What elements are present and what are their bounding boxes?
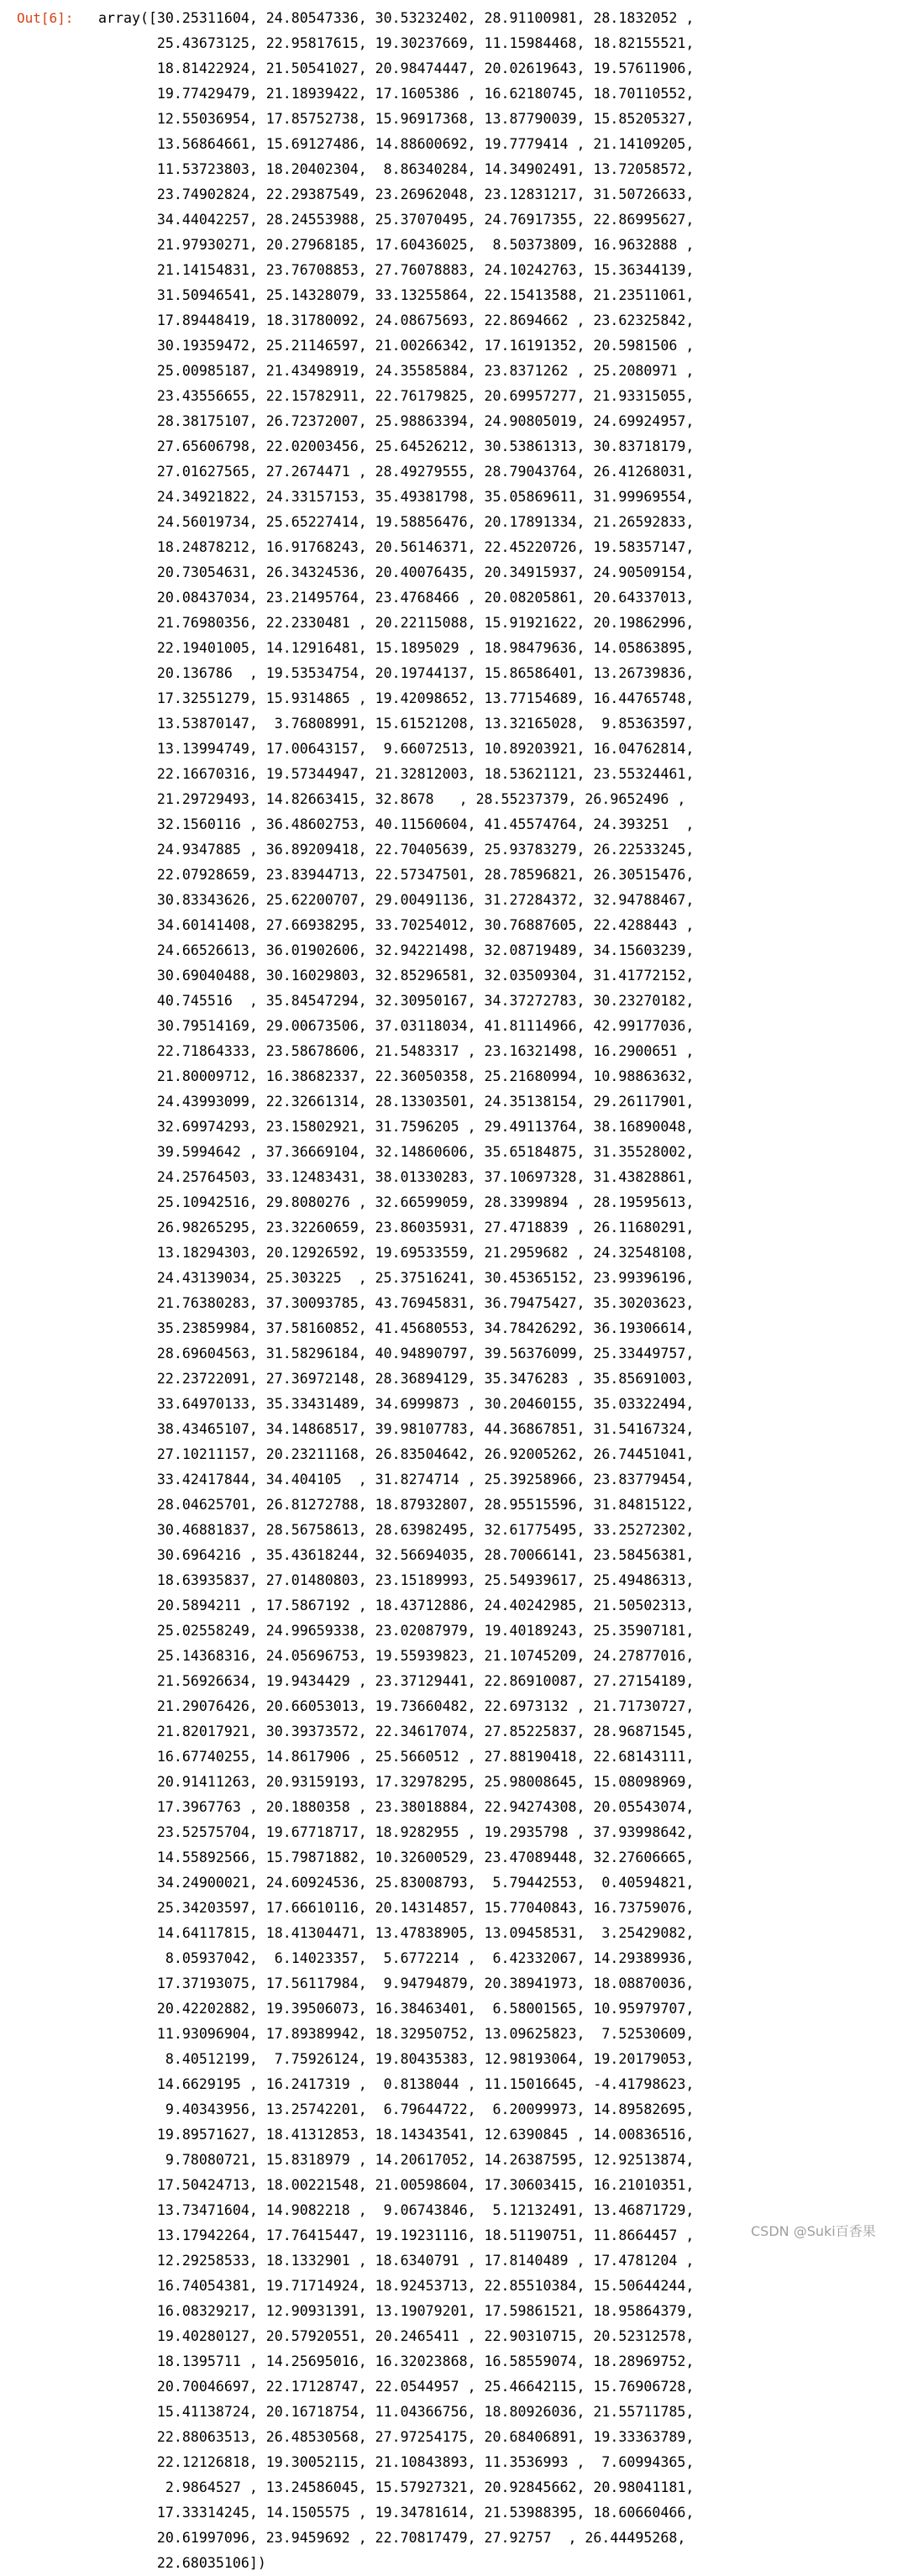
array-output-line: 24.56019734, 25.65227414, 19.58856476, 20.17891334, 21.26592833, <box>98 514 695 530</box>
array-output-line: 17.3967763 , 20.1880358 , 23.38018884, 22.94274308, 20.05543074, <box>98 1799 695 1815</box>
array-output-line: 24.43139034, 25.303225 , 25.37516241, 30.45365152, 23.99396196, <box>98 1270 695 1286</box>
array-output-line: 15.41138724, 20.16718754, 11.04366756, 18.80926036, 21.55711785, <box>98 2404 695 2420</box>
array-output-line: 33.42417844, 34.404105 , 31.8274714 , 25.39258966, 23.83779454, <box>98 1472 695 1487</box>
array-output-line: 24.43993099, 22.32661314, 28.13303501, 24.35138154, 29.26117901, <box>98 1094 695 1110</box>
array-output-line: 32.1560116 , 36.48602753, 40.11560604, 41.45574764, 24.393251 , <box>98 816 695 832</box>
array-output-line: 26.98265295, 23.32260659, 23.86035931, 27.4718839 , 26.11680291, <box>98 1220 695 1236</box>
array-output-line: 30.69040488, 30.16029803, 32.85296581, 32.03509304, 31.41772152, <box>98 968 695 984</box>
array-output-line: 13.17942264, 17.76415447, 19.19231116, 18.51190751, 11.8664457 , <box>98 2227 695 2243</box>
array-output-line: 21.29729493, 14.82663415, 32.8678 , 28.55237379, 26.9652496 , <box>98 791 686 807</box>
array-output-line: 20.91411263, 20.93159193, 17.32978295, 25.98008645, 15.08098969, <box>98 1774 695 1790</box>
array-output-line: 20.61997096, 23.9459692 , 22.70817479, 27.92757 , 26.44495268, <box>98 2530 686 2546</box>
array-output-line: 17.89448419, 18.31780092, 24.08675693, 22.8694662 , 23.62325842, <box>98 312 695 328</box>
array-output-line: array([30.25311604, 24.80547336, 30.53232402, 28.91100981, 28.1832052 , <box>98 10 695 26</box>
array-output-line: 21.97930271, 20.27968185, 17.60436025, 8.50373809, 16.9632888 , <box>98 237 695 253</box>
array-output-line: 22.68035106]) <box>98 2555 266 2571</box>
array-output-line: 25.02558249, 24.99659338, 23.02087979, 19.40189243, 25.35907181, <box>98 1623 695 1639</box>
array-output-line: 27.10211157, 20.23211168, 26.83504642, 26.92005262, 26.74451041, <box>98 1446 695 1462</box>
array-output-line: 23.74902824, 22.29387549, 23.26962048, 23.12831217, 31.50726633, <box>98 186 695 202</box>
output-prompt: Out[6]: <box>17 10 74 26</box>
csdn-watermark: CSDN @Suki百香果 <box>751 2223 876 2239</box>
array-output-line: 34.24900021, 24.60924536, 25.83008793, 5.79442553, 0.40594821, <box>98 1875 695 1891</box>
array-output-line: 2.9864527 , 13.24586045, 15.57927321, 20.92845662, 20.98041181, <box>98 2479 695 2495</box>
array-output-line: 22.88063513, 26.48530568, 27.97254175, 20.68406891, 19.33363789, <box>98 2429 695 2445</box>
array-output-line: 21.82017921, 30.39373572, 22.34617074, 27.85225837, 28.96871545, <box>98 1723 695 1739</box>
array-output-line: 27.01627565, 27.2674471 , 28.49279555, 28.79043764, 26.41268031, <box>98 464 695 480</box>
array-output-line: 9.78080721, 15.8318979 , 14.20617052, 14.26387595, 12.92513874, <box>98 2152 695 2168</box>
array-output-line: 21.56926634, 19.9434429 , 23.37129441, 22.86910087, 27.27154189, <box>98 1673 695 1689</box>
array-output-line: 18.63935837, 27.01480803, 23.15189993, 25.54939617, 25.49486313, <box>98 1572 695 1588</box>
array-output-line: 28.38175107, 26.72372007, 25.98863394, 24.90805019, 24.69924957, <box>98 413 695 429</box>
array-output-line: 35.23859984, 37.58160852, 41.45680553, 34.78426292, 36.19306614, <box>98 1320 695 1336</box>
array-output-line: 24.34921822, 24.33157153, 35.49381798, 35.05869611, 31.99969554, <box>98 489 695 505</box>
array-output-line: 31.50946541, 25.14328079, 33.13255864, 22.15413588, 21.23511061, <box>98 287 695 303</box>
array-output-line: 24.9347885 , 36.89209418, 22.70405639, 25.93783279, 26.22533245, <box>98 842 695 858</box>
array-output-line: 17.32551279, 15.9314865 , 19.42098652, 13.77154689, 16.44765748, <box>98 690 695 706</box>
array-output-line: 20.42202882, 19.39506073, 16.38463401, 6.58001565, 10.95979707, <box>98 2001 695 2017</box>
array-output-line: 11.53723803, 18.20402304, 8.86340284, 14.34902491, 13.72058572, <box>98 161 695 177</box>
array-output-line: 14.6629195 , 16.2417319 , 0.8138044 , 11.15016645, -4.41798623, <box>98 2076 695 2092</box>
array-output-line: 39.5994642 , 37.36669104, 32.14860606, 35.65184875, 31.35528002, <box>98 1144 695 1160</box>
array-output-line: 22.16670316, 19.57344947, 21.32812003, 18.53621121, 23.55324461, <box>98 766 695 782</box>
array-output-line: 32.69974293, 23.15802921, 31.7596205 , 29.49113764, 38.16890048, <box>98 1119 695 1135</box>
array-output-line: 30.6964216 , 35.43618244, 32.56694035, 28.70066141, 23.58456381, <box>98 1547 695 1563</box>
array-output-line: 14.64117815, 18.41304471, 13.47838905, 13.09458531, 3.25429082, <box>98 1925 695 1941</box>
array-output-line: 24.25764503, 33.12483431, 38.01330283, 37.10697328, 31.43828861, <box>98 1169 695 1185</box>
array-output-line: 24.66526613, 36.01902606, 32.94221498, 32.08719489, 34.15603239, <box>98 942 695 958</box>
array-output-line: 21.29076426, 20.66053013, 19.73660482, 22.6973132 , 21.71730727, <box>98 1698 695 1714</box>
array-output-line: 22.12126818, 19.30052115, 21.10843893, 11.3536993 , 7.60994365, <box>98 2454 695 2470</box>
array-output-line: 20.70046697, 22.17128747, 22.0544957 , 25.46642115, 15.76906728, <box>98 2379 695 2395</box>
array-output-line: 23.52575704, 19.67718717, 18.9282955 , 19.2935798 , 37.93998642, <box>98 1824 695 1840</box>
array-output-line: 20.08437034, 23.21495764, 23.4768466 , 20.08205861, 20.64337013, <box>98 590 695 606</box>
array-output-line: 25.34203597, 17.66610116, 20.14314857, 15.77040843, 16.73759076, <box>98 1900 695 1916</box>
array-output-line: 21.80009712, 16.38682337, 22.36050358, 25.21680994, 10.98863632, <box>98 1068 695 1084</box>
array-output-line: 34.44042257, 28.24553988, 25.37070495, 24.76917355, 22.86995627, <box>98 212 695 228</box>
array-output-line: 8.05937042, 6.14023357, 5.6772214 , 6.42332067, 14.29389936, <box>98 1950 695 1966</box>
array-output-line: 25.00985187, 21.43498919, 24.35585884, 23.8371262 , 25.2080971 , <box>98 363 695 379</box>
array-output-line: 16.08329217, 12.90931391, 13.19079201, 17.59861521, 18.95864379, <box>98 2303 695 2319</box>
array-output-line: 11.93096904, 17.89389942, 18.32950752, 13.09625823, 7.52530609, <box>98 2026 695 2042</box>
array-output-line: 30.19359472, 25.21146597, 21.00266342, 17.16191352, 20.5981506 , <box>98 338 695 354</box>
array-output-line: 34.60141408, 27.66938295, 33.70254012, 30.76887605, 22.4288443 , <box>98 917 695 933</box>
array-output-line: 17.33314245, 14.1505575 , 19.34781614, 21.53988395, 18.60660466, <box>98 2505 695 2521</box>
array-output-line: 30.79514169, 29.00673506, 37.03118034, 41.81114966, 42.99177036, <box>98 1018 695 1034</box>
array-output-line: 19.89571627, 18.41312853, 18.14343541, 12.6390845 , 14.00836516, <box>98 2127 695 2143</box>
array-output-line: 18.1395711 , 14.25695016, 16.32023868, 16.58559074, 18.28969752, <box>98 2353 695 2369</box>
array-output-line: 12.55036954, 17.85752738, 15.96917368, 13.87790039, 15.85205327, <box>98 111 695 127</box>
array-output-line: 18.81422924, 21.50541027, 20.98474447, 20.02619643, 19.57611906, <box>98 60 695 76</box>
array-output-line: 13.13994749, 17.00643157, 9.66072513, 10.89203921, 16.04762814, <box>98 741 695 757</box>
array-output-line: 19.40280127, 20.57920551, 20.2465411 , 22.90310715, 20.52312578, <box>98 2328 695 2344</box>
array-output-line: 25.10942516, 29.8080276 , 32.66599059, 28.3399894 , 28.19595613, <box>98 1194 695 1210</box>
array-output-line: 20.5894211 , 17.5867192 , 18.43712886, 24.40242985, 21.50502313, <box>98 1598 695 1613</box>
array-output-line: 22.23722091, 27.36972148, 28.36894129, 35.3476283 , 35.85691003, <box>98 1371 695 1387</box>
array-output-line: 21.76980356, 22.2330481 , 20.22115088, 15.91921622, 20.19862996, <box>98 615 695 631</box>
array-output-line: 25.14368316, 24.05696753, 19.55939823, 21.10745209, 24.27877016, <box>98 1648 695 1664</box>
array-output-line: 13.18294303, 20.12926592, 19.69533559, 21.2959682 , 24.32548108, <box>98 1245 695 1261</box>
array-output-line: 21.14154831, 23.76708853, 27.76078883, 24.10242763, 15.36344139, <box>98 262 695 278</box>
array-output-line: 14.55892566, 15.79871882, 10.32600529, 23.47089448, 32.27606665, <box>98 1849 695 1865</box>
array-output-line: 23.43556655, 22.15782911, 22.76179825, 20.69957277, 21.93315055, <box>98 388 695 404</box>
array-output-line: 18.24878212, 16.91768243, 20.56146371, 22.45220726, 19.58357147, <box>98 539 695 555</box>
array-output-line: 17.50424713, 18.00221548, 21.00598604, 17.30603415, 16.21010351, <box>98 2177 695 2193</box>
array-output-line: 30.83343626, 25.62200707, 29.00491136, 31.27284372, 32.94788467, <box>98 892 695 908</box>
array-output-line: 25.43673125, 22.95817615, 19.30237669, 11.15984468, 18.82155521, <box>98 35 695 51</box>
array-output-line: 22.71864333, 23.58678606, 21.5483317 , 23.16321498, 16.2900651 , <box>98 1043 695 1059</box>
array-output-line: 13.53870147, 3.76808991, 15.61521208, 13.32165028, 9.85363597, <box>98 716 695 732</box>
array-output-text <box>98 6 694 2576</box>
array-output-line: 13.73471604, 14.9082218 , 9.06743846, 5.12132491, 13.46871729, <box>98 2202 695 2218</box>
array-output-line: 9.40343956, 13.25742201, 6.79644722, 6.20099973, 14.89582695, <box>98 2101 695 2117</box>
array-output-line: 16.74054381, 19.71714924, 18.92453713, 22.85510384, 15.50644244, <box>98 2278 695 2294</box>
array-output-line: 12.29258533, 18.1332901 , 18.6340791 , 17.8140489 , 17.4781204 , <box>98 2253 695 2269</box>
array-output-line: 38.43465107, 34.14868517, 39.98107783, 44.36867851, 31.54167324, <box>98 1421 695 1437</box>
array-output-line: 21.76380283, 37.30093785, 43.76945831, 36.79475427, 35.30203623, <box>98 1295 695 1311</box>
array-output-line: 27.65606798, 22.02003456, 25.64526212, 30.53861313, 30.83718179, <box>98 438 695 454</box>
array-output-line: 28.69604563, 31.58296184, 40.94890797, 39.56376099, 25.33449757, <box>98 1346 695 1361</box>
array-output-line: 40.745516 , 35.84547294, 32.30950167, 34.37272783, 30.23270182, <box>98 993 695 1009</box>
array-output-line: 22.07928659, 23.83944713, 22.57347501, 28.78596821, 26.30515476, <box>98 867 695 883</box>
array-output-line: 22.19401005, 14.12916481, 15.1895029 , 18.98479636, 14.05863895, <box>98 640 695 656</box>
array-output-line: 13.56864661, 15.69127486, 14.88600692, 19.7779414 , 21.14109205, <box>98 136 695 152</box>
array-output-line: 33.64970133, 35.33431489, 34.6999873 , 30.20460155, 35.03322494, <box>98 1396 695 1412</box>
array-output-line: 8.40512199, 7.75926124, 19.80435383, 12.98193064, 19.20179053, <box>98 2051 695 2067</box>
array-output-line: 20.136786 , 19.53534754, 20.19744137, 15.86586401, 13.26739836, <box>98 665 695 681</box>
array-output-line: 19.77429479, 21.18939422, 17.1605386 , 16.62180745, 18.70110552, <box>98 86 695 102</box>
array-output-line: 16.67740255, 14.8617906 , 25.5660512 , 27.88190418, 22.68143111, <box>98 1749 695 1765</box>
array-output-line: 17.37193075, 17.56117984, 9.94794879, 20.38941973, 18.08870036, <box>98 1975 695 1991</box>
array-output-line: 20.73054631, 26.34324536, 20.40076435, 20.34915937, 24.90509154, <box>98 564 695 580</box>
array-output-line: 28.04625701, 26.81272788, 18.87932807, 28.95515596, 31.84815122, <box>98 1497 695 1513</box>
array-output-line: 30.46881837, 28.56758613, 28.63982495, 32.61775495, 33.25272302, <box>98 1522 695 1538</box>
